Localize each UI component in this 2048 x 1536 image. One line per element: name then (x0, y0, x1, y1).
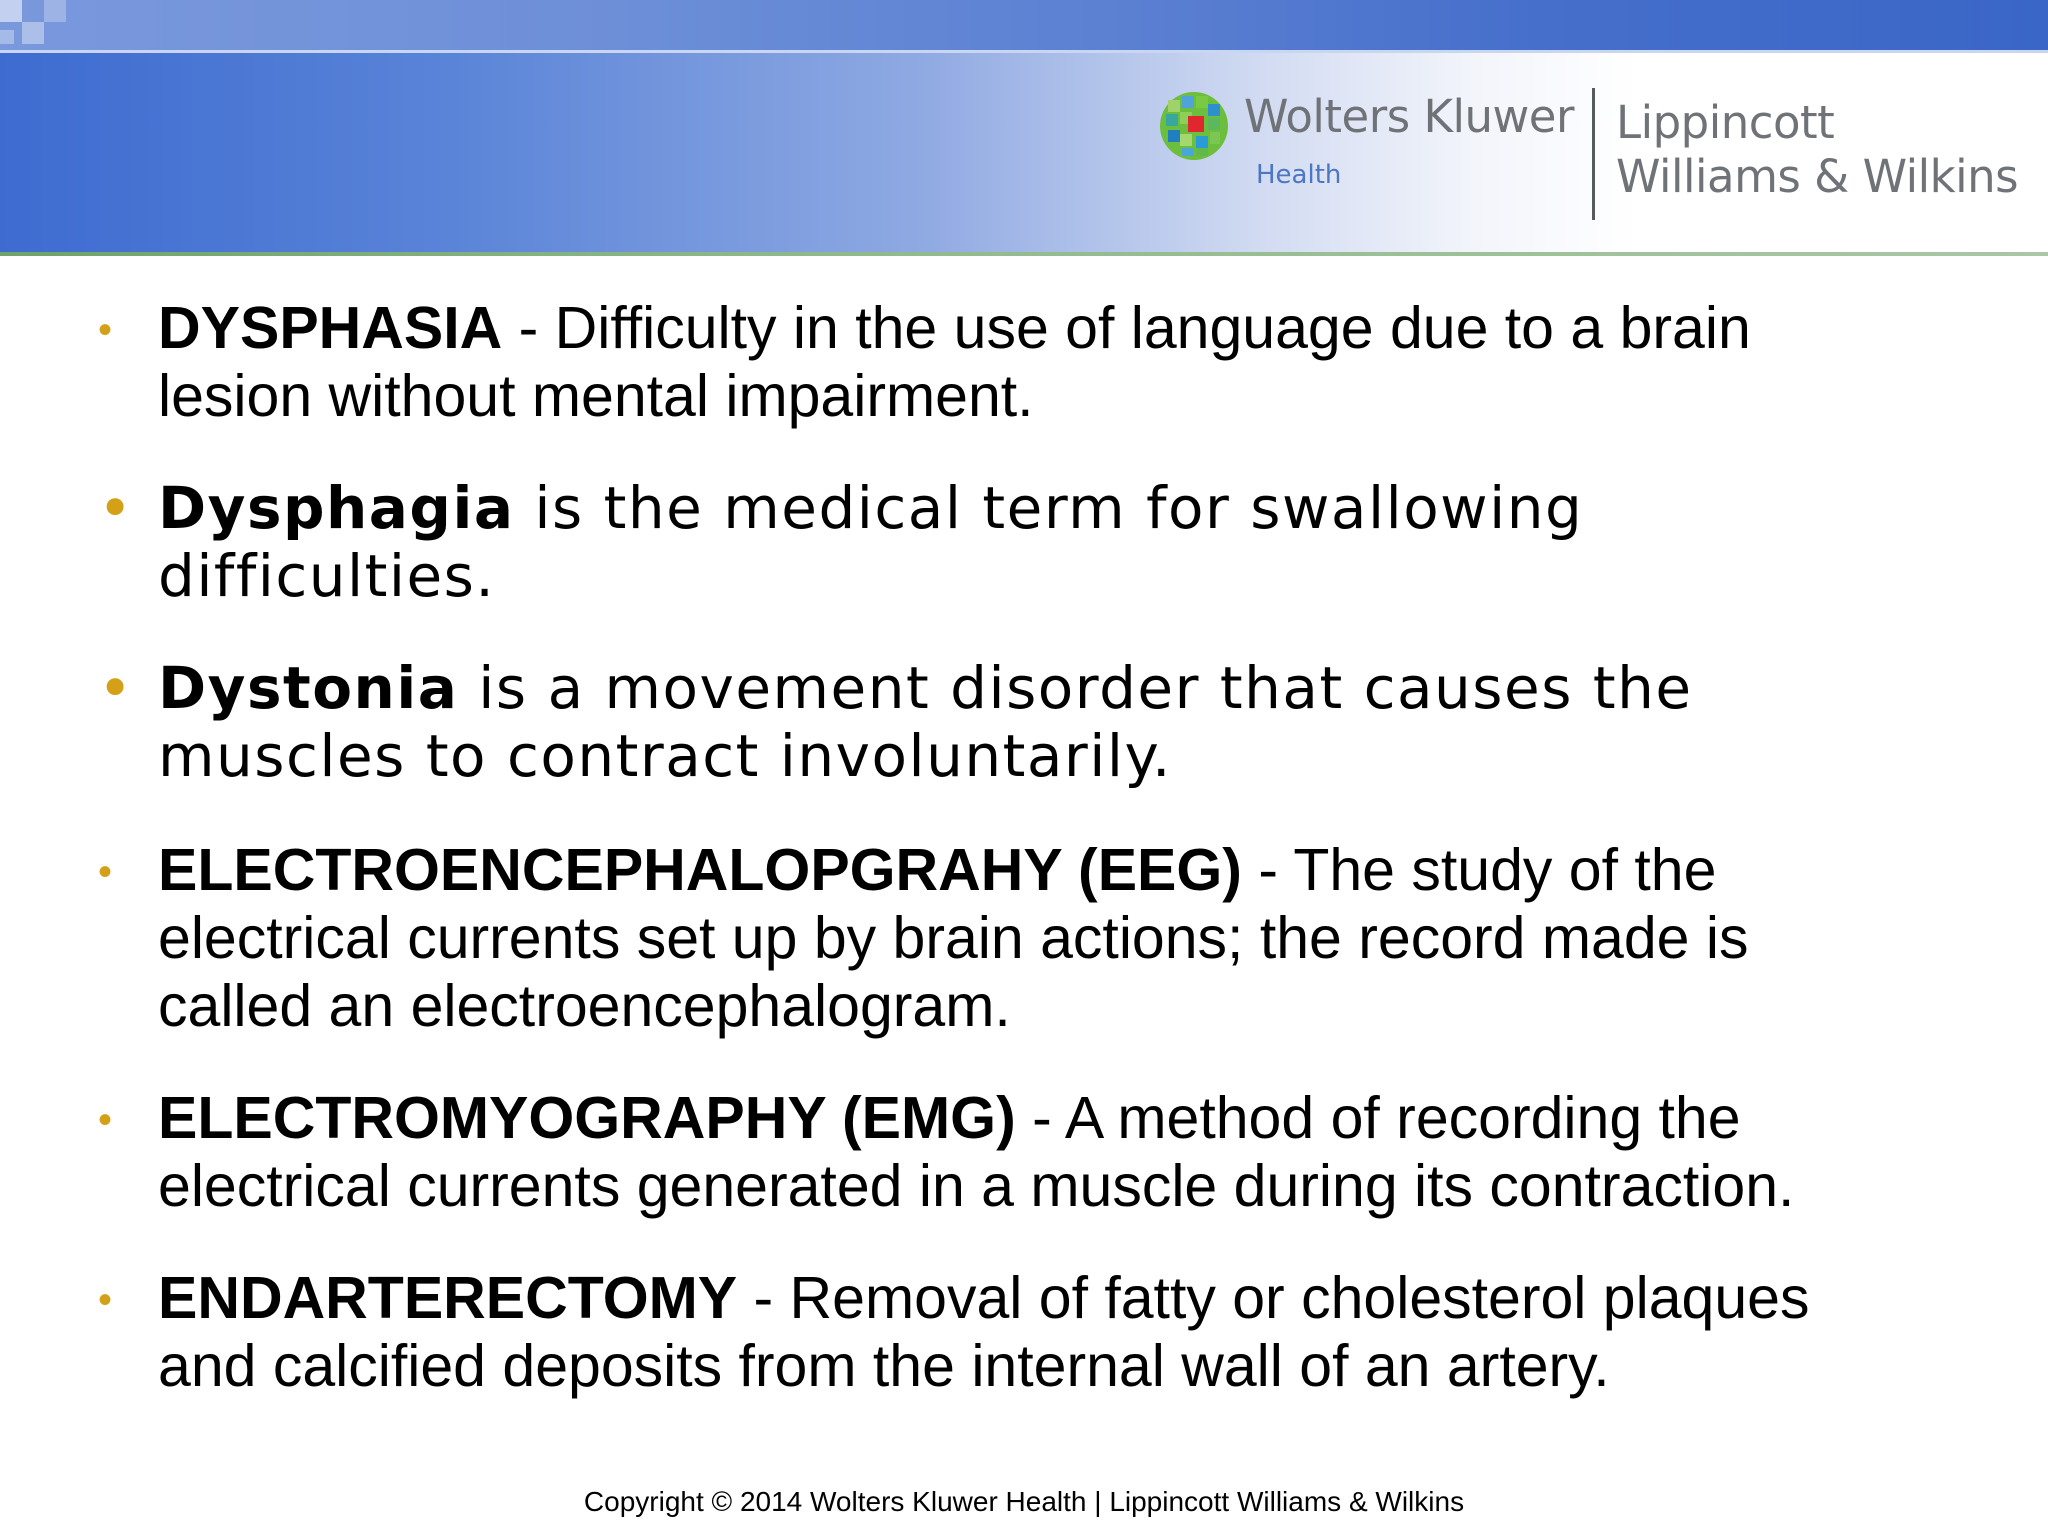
logo-company-name: Wolters Kluwer (1244, 90, 1574, 143)
list-item-dysphagia (98, 474, 1918, 610)
bullet-icon: • (98, 654, 134, 722)
term: ENDARTERECTOMY (158, 1265, 738, 1331)
bullet-icon: • (98, 474, 134, 542)
term: Dystonia (158, 654, 459, 722)
term: ELECTROMYOGRAPHY (EMG) (158, 1085, 1016, 1151)
bullet-icon: • (98, 308, 113, 352)
bullet-icon: • (98, 1278, 113, 1322)
logo-imprint-line-1: Lippincott (1616, 96, 1835, 149)
definition: is the medical term for swallowing difficulties. (158, 474, 1584, 610)
logo-imprint-line-2: Williams & Wilkins (1616, 150, 2019, 203)
bullet-icon: • (98, 850, 113, 894)
bullet-icon: • (98, 1098, 113, 1142)
list-item-emg (98, 1084, 1918, 1220)
definition: - Removal of fatty or cholesterol plaques and calcified deposits from the internal wall of an artery. (158, 1265, 1810, 1399)
term: DYSPHASIA (158, 295, 503, 361)
copyright-footer: Copyright © 2014 Wolters Kluwer Health | Lippincott Williams & Wilkins (583, 1486, 1465, 1517)
definition: - Difficulty in the use of language due to a brain lesion without mental impairment. (158, 295, 1751, 429)
list-item-dysphasia (98, 294, 1918, 430)
definition: is a movement disorder that causes the muscles to contract involuntarily. (158, 654, 1693, 790)
term: ELECTROENCEPHALOPGRAHY (EEG) (158, 837, 1242, 903)
list-item-eeg (98, 836, 1918, 1040)
term: Dysphagia (158, 474, 515, 542)
list-item-endarterectomy (98, 1264, 1918, 1400)
definition: - A method of recording the electrical currents generated in a muscle during its contraction. (158, 1085, 1795, 1219)
logo-division-name: Health (1256, 160, 1342, 190)
definition: - The study of the electrical currents set up by brain actions; the record made is called an electroencephalogram. (158, 837, 1749, 1039)
list-item-dystonia (98, 654, 1918, 790)
